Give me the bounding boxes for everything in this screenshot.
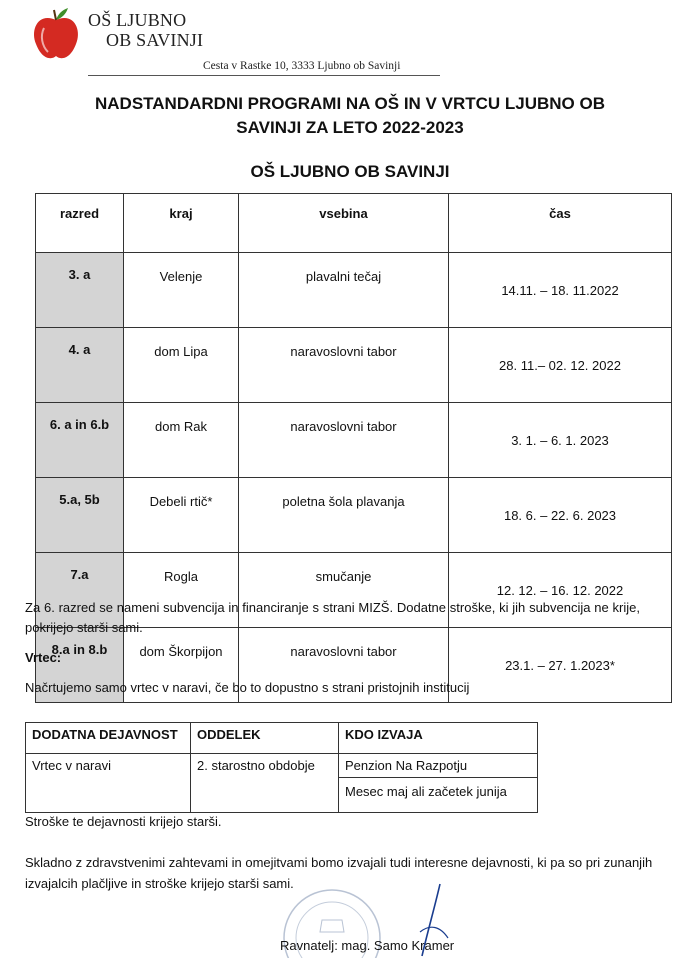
cell-razred: 8.a in 8.b xyxy=(36,628,124,703)
cell-cas: 12. 12. – 16. 12. 2022 xyxy=(449,553,672,628)
cost-note: Stroške te dejavnosti krijejo starši. xyxy=(25,814,222,829)
cell-kraj: Velenje xyxy=(124,253,239,328)
logo-line-1: OŠ LJUBNO xyxy=(88,10,187,30)
header-divider xyxy=(88,75,440,76)
header-kraj: kraj xyxy=(124,194,239,253)
school-logo-text xyxy=(88,10,203,50)
document-title xyxy=(40,92,660,140)
cell-kraj: dom Škorpijon xyxy=(124,628,239,703)
header-vsebina: vsebina xyxy=(239,194,449,253)
cell-cas: 28. 11.– 02. 12. 2022 xyxy=(449,328,672,403)
cell-cas: 3. 1. – 6. 1. 2023 xyxy=(449,403,672,478)
table-row xyxy=(36,328,672,403)
table-row xyxy=(36,478,672,553)
vrtec-table-header xyxy=(26,723,538,754)
cell-cas: 23.1. – 27. 1.2023* xyxy=(449,628,672,703)
table-row xyxy=(26,754,538,813)
document-subtitle: OŠ LJUBNO OB SAVINJI xyxy=(250,162,450,181)
cell-vsebina: poletna šola plavanja xyxy=(239,478,449,553)
principal-signature-line: Ravnatelj: mag. Samo Kramer xyxy=(280,938,455,953)
vrtec-table xyxy=(25,722,538,813)
provider-name: Penzion Na Razpotju xyxy=(339,754,537,778)
cell-razred: 7.a xyxy=(36,553,124,628)
header-cas: čas xyxy=(449,194,672,253)
header-oddelek: ODDELEK xyxy=(191,723,339,754)
vrtec-text: Načrtujemo samo vrtec v naravi, če bo to dopustno s strani pristojnih institucij xyxy=(25,680,470,695)
cell-kraj: dom Rak xyxy=(124,403,239,478)
provider-term: Mesec maj ali začetek junija xyxy=(345,784,507,799)
cell-dejavnost: Vrtec v naravi xyxy=(26,754,191,813)
title-line-2: SAVINJI ZA LETO 2022-2023 xyxy=(236,118,464,137)
subsidy-note: Za 6. razred se nameni subvencija in financiranje s strani MIZŠ. Dodatne stroške, ki jih subvencija ne krije, pokrijejo starši sami. xyxy=(25,600,640,635)
cell-vsebina: naravoslovni tabor xyxy=(239,403,449,478)
cell-razred: 5.a, 5b xyxy=(36,478,124,553)
cell-vsebina: smučanje xyxy=(239,553,449,628)
school-apple-logo xyxy=(30,6,82,62)
cell-vsebina: naravoslovni tabor xyxy=(239,628,449,703)
cell-vsebina: plavalni tečaj xyxy=(239,253,449,328)
table-row xyxy=(36,403,672,478)
header-izvajalec: KDO IZVAJA xyxy=(339,723,538,754)
table-row xyxy=(36,253,672,328)
title-line-1: NADSTANDARDNI PROGRAMI NA OŠ IN V VRTCU LJUBNO OB xyxy=(94,94,605,113)
vrtec-heading: Vrtec: xyxy=(25,650,62,665)
cell-vsebina: naravoslovni tabor xyxy=(239,328,449,403)
cell-izvajalec xyxy=(339,754,538,813)
cell-cas: 14.11. – 18. 11.2022 xyxy=(449,253,672,328)
activities-note: Skladno z zdravstvenimi zahtevami in omejitvami bomo izvajali tudi interesne dejavnosti, ki pa so pri zunanjih izvajalcih plačljive in stroške krijejo starši sami. xyxy=(25,855,653,891)
cell-kraj: Rogla xyxy=(124,553,239,628)
header-dejavnost: DODATNA DEJAVNOST xyxy=(26,723,191,754)
header-razred: razred xyxy=(36,194,124,253)
table-header-row xyxy=(36,194,672,253)
logo-line-2: OB SAVINJI xyxy=(106,30,204,50)
cell-razred: 3. a xyxy=(36,253,124,328)
cell-razred: 4. a xyxy=(36,328,124,403)
cell-kraj: dom Lipa xyxy=(124,328,239,403)
cell-oddelek: 2. starostno obdobje xyxy=(191,754,339,813)
cell-kraj: Debeli rtič* xyxy=(124,478,239,553)
cell-cas: 18. 6. – 22. 6. 2023 xyxy=(449,478,672,553)
cell-razred: 6. a in 6.b xyxy=(36,403,124,478)
school-address: Cesta v Rastke 10, 3333 Ljubno ob Savinji xyxy=(203,60,401,72)
